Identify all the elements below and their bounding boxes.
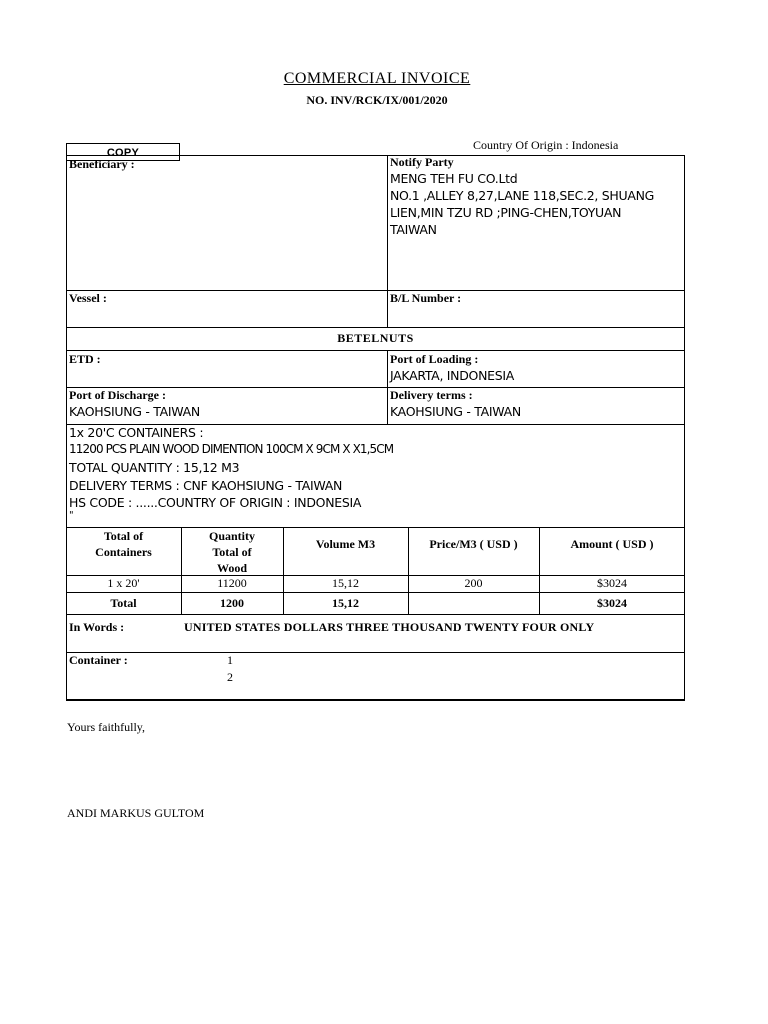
port-of-loading-value: JAKARTA, INDONESIA [390, 368, 515, 383]
document-title: COMMERCIAL INVOICE [283, 70, 471, 87]
copy-stamp: COPY [66, 143, 180, 161]
bl-number-label: B/L Number : [390, 291, 462, 305]
notify-party-line: TAIWAN [390, 222, 437, 237]
beneficiary-label: Beneficiary : [69, 157, 135, 171]
total-label: Total [110, 596, 137, 610]
divider [66, 350, 685, 351]
row-price: 200 [464, 576, 483, 590]
port-of-discharge-label: Port of Discharge : [69, 388, 166, 402]
signatory-name: ANDI MARKUS GULTOM [67, 806, 205, 820]
divider [66, 592, 685, 593]
divider [66, 327, 685, 328]
row-volume: 15,12 [332, 576, 359, 590]
header-quantity: Quantity Total of Wood [208, 529, 255, 575]
container-item: 2 [227, 670, 233, 684]
container-item: 1 [227, 653, 233, 667]
country-of-origin: Country Of Origin : Indonesia [473, 138, 619, 152]
header-price: Price/M3 ( USD ) [429, 537, 518, 551]
header-total-containers: Total of Containers [95, 529, 152, 559]
divider [66, 614, 685, 615]
row-amount: $3024 [597, 576, 627, 590]
row-containers: 1 x 20' [107, 576, 140, 590]
description-line: HS CODE : ......COUNTRY OF ORIGIN : INDONESIA [69, 495, 362, 510]
etd-label: ETD : [69, 352, 101, 366]
delivery-terms-label: Delivery terms : [390, 388, 473, 402]
notify-party-label: Notify Party [390, 155, 454, 169]
header-amount: Amount ( USD ) [570, 537, 654, 551]
port-of-loading-label: Port of Loading : [390, 352, 479, 366]
in-words-value: UNITED STATES DOLLARS THREE THOUSAND TWENTY FOUR ONLY [184, 620, 595, 634]
row-quantity: 11200 [217, 576, 247, 590]
description-line: 1x 20'C CONTAINERS : [69, 425, 204, 440]
description-line: TOTAL QUANTITY : 15,12 M3 [69, 460, 240, 475]
product-name: BETELNUTS [337, 331, 414, 345]
description-line: " [69, 510, 74, 521]
divider [66, 652, 685, 653]
notify-party-line: LIEN,MIN TZU RD ;PING-CHEN,TOYUAN [390, 205, 622, 220]
vessel-label: Vessel : [69, 291, 107, 305]
description-line: DELIVERY TERMS : CNF KAOHSIUNG - TAIWAN [69, 478, 343, 493]
total-amount: $3024 [597, 596, 627, 610]
closing-text: Yours faithfully, [67, 720, 146, 734]
notify-party-line: MENG TEH FU CO.Ltd [390, 171, 518, 186]
header-volume: Volume M3 [315, 537, 376, 551]
description-line: 11200 PCS PLAIN WOOD DIMENTION 100CM X 9CM X X1,5CM [69, 442, 394, 456]
total-quantity: 1200 [220, 596, 244, 610]
container-label: Container : [69, 653, 128, 667]
divider [387, 155, 388, 328]
notify-party-line: NO.1 ,ALLEY 8,27,LANE 118,SEC.2, SHUANG [390, 188, 655, 203]
port-of-discharge-value: KAOHSIUNG - TAIWAN [69, 404, 200, 419]
delivery-terms-value: KAOHSIUNG - TAIWAN [390, 404, 521, 419]
invoice-number: NO. INV/RCK/IX/001/2020 [306, 93, 448, 107]
divider [66, 290, 685, 291]
in-words-label: In Words : [69, 620, 125, 634]
total-volume: 15,12 [332, 596, 359, 610]
